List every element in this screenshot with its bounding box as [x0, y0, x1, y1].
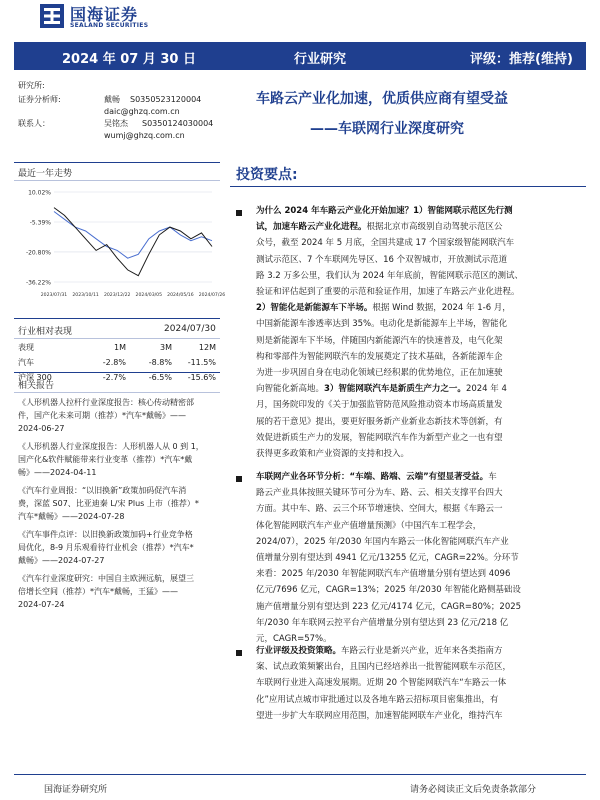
paragraph-text: 2）智能化是新能源车下半场。: [256, 303, 373, 314]
paragraph-line: 值增量分别有望达到 4941 亿元/13255 亿元，CAGR=22%。分环节: [256, 553, 519, 564]
paragraph-text: 效促进新质生产力的发展，智能网联汽车作为新型产业之一也有望: [256, 432, 503, 443]
header-bar: [14, 42, 586, 70]
rating: 评级：推荐(维持): [470, 52, 573, 67]
paragraph-line: 路云产业具体按照关键环节可分为车、路、云、相关支撑平台四大: [256, 488, 503, 499]
trend-title: 最近一年走势: [18, 169, 73, 179]
paragraph-line: 行业评级及投资策略。车路云行业是新兴产业，近年来各类指南方: [256, 646, 503, 656]
paragraph-line: [256, 414, 576, 430]
paragraph-text: 向智能化新高地。: [256, 384, 325, 395]
footer-divider: [14, 774, 586, 775]
paragraph-text: 中国新能源车渗透率达到 35%。电动化是新能源车上半场，智能化: [256, 319, 508, 330]
table-header-cell: 12M: [198, 343, 216, 352]
paragraph-line: 案、试点政策频繁出台，且国内已经培养出一批智能网联车示范区，: [256, 662, 512, 673]
paragraph-line: [256, 430, 576, 446]
paragraph-line: 亿元/7696 亿元，CAGR=13%；2025 年/2030 年智能化路侧基础设: [256, 585, 521, 596]
table-cell: -8.8%: [148, 358, 172, 367]
paragraph-text: 3）智能网联汽车是新质生产力之一。: [324, 384, 466, 395]
table-row: [18, 355, 216, 370]
paragraph-line: 化”应用试点城市审批通过以及各地车路云招标项目密集推出，有: [256, 694, 499, 705]
paragraph-text: 则是新能源车下半场，伴随国内新能源汽车的快速普及，电气化架: [256, 335, 503, 346]
contact-email: wumj@ghzq.com.cn: [104, 131, 185, 140]
x-tick-label: 2023/10/11: [72, 293, 99, 298]
related-report-line: 《汽车行业周报：“以旧换新”政策加码促汽车消: [18, 486, 187, 495]
performance-date: 2024/07/30: [164, 324, 216, 334]
y-tick-label: -20.80%: [25, 249, 51, 257]
paragraph-text: 展的若干意见》提出，要更好服务新产业新业态新技术等创新，有: [256, 416, 503, 427]
paragraph-line: 2024/07），2025 年/2030 年国内车路云一体化智能网联汽车产业: [256, 536, 509, 547]
paragraph-line: 望进一步扩大车联网应用范围，加速智能网联车产业化，维持汽车: [256, 710, 503, 721]
y-tick-label: -5.39%: [29, 219, 51, 227]
key-point-2: [256, 469, 576, 647]
analyst-email: daic@ghzq.com.cn: [104, 107, 180, 116]
related-report-line: 局优化，8-9 月乐观看待行业机会（推荐）*汽车*: [18, 543, 194, 552]
table-cell: -2.8%: [102, 358, 126, 367]
key-point-1: [256, 203, 576, 462]
paragraph-line: 施产值增量分别有望达到 223 亿元/4174 亿元，CAGR=80%；2025: [256, 601, 522, 612]
related-report: [18, 528, 218, 567]
paragraph-line: 车联网行业进入高速发展期。近期 20 个智能网联汽车“车路云一体: [256, 678, 507, 689]
paragraph-text: 根据 Wind 数据，2024 年 1-6 月，: [372, 303, 511, 314]
table-cell: -11.5%: [187, 358, 216, 367]
paragraph-line: [256, 365, 576, 381]
related-report-line: 《人形机器人拉杆行业深度报告：核心传动精密部: [18, 398, 194, 407]
paragraph-text: 2024 年 4: [465, 384, 507, 395]
logo-text: 国海证券: [70, 5, 139, 24]
paragraph-line: [256, 268, 576, 284]
paragraph-line: [256, 219, 576, 235]
table-cell: 汽车: [18, 358, 34, 367]
report-date: 2024 年 07 月 30 日: [62, 52, 196, 67]
paragraph-line: [256, 381, 576, 397]
related-report-line: 《人形机器人行业深度报告：人形机器人从 0 到 1，: [18, 442, 204, 451]
logo-icon: [40, 4, 64, 28]
paragraph-text: 根据北京市高级别自动驾驶示范区公: [366, 222, 503, 233]
table-header-cell: 表现: [18, 343, 34, 352]
paragraph-line: [256, 397, 576, 413]
table-cell: -2.7%: [102, 373, 126, 382]
analyst-name: 戴畅: [104, 95, 120, 104]
paragraph-line: [256, 316, 576, 332]
series-line-hs300: [54, 212, 212, 259]
related-report-line: 国产化&软件赋能带来行业变革（推荐）*汽车*戴: [18, 455, 193, 464]
x-tick-label: 2023/12/22: [103, 293, 131, 298]
related-report: [18, 484, 218, 523]
paragraph-line: 方面。其中车、路、云三个环节增速快、空间大，根据《车路云一: [256, 504, 503, 515]
report-type: 行业研究: [294, 52, 347, 67]
table-cell: -15.6%: [187, 373, 216, 382]
trend-chart: [14, 186, 226, 306]
paragraph-line: [256, 446, 576, 462]
performance-title: 行业相对表现: [18, 327, 73, 337]
paragraph-line: [256, 300, 576, 316]
x-tick-label: 2024/05/16: [167, 293, 194, 298]
related-report: [18, 572, 218, 611]
paragraph-text: 为什么 2024 年车路云产业化开始加速？1）智能网联示范区先行测: [256, 206, 513, 216]
analyst-label: 证券分析师:: [18, 95, 61, 104]
key-point-3: [256, 643, 576, 724]
x-tick-label: 2024/07/26: [198, 293, 226, 298]
related-list: [18, 396, 218, 616]
paragraph-text: 为进一步巩固自身在电动化领域已经积累的优势地位，正在加速驶: [256, 368, 503, 379]
report-subtitle: ——车联网行业深度研究: [310, 121, 464, 137]
report-title: 车路云产业化加速，优质供应商有望受益: [256, 91, 508, 107]
related-report-line: 2024-07-24: [18, 600, 65, 609]
paragraph-text: 测试示范区、7 个车联网先导区、16 个双智城市，开放测试示范道: [256, 254, 508, 265]
paragraph-line: [256, 333, 576, 349]
related-title: 相关报告: [18, 381, 55, 391]
contact-name: 吴铭杰: [104, 119, 128, 128]
divider: [14, 372, 220, 373]
divider: [14, 180, 220, 181]
paragraph-text: 月，国务院印发的《关于加强监管防范风险推动资本市场高质量发: [256, 400, 503, 411]
table-cell: -6.5%: [148, 373, 172, 382]
paragraph-line: 体化智能网联汽车产业产值增量预测》（中国汽车工程学会，: [256, 520, 482, 531]
y-tick-label: -36.22%: [25, 279, 51, 287]
paragraph-line: [256, 349, 576, 365]
footer-right: 请务必阅读正文后免责条款部分: [410, 785, 537, 795]
paragraph-line: 元，CAGR=57%。: [256, 634, 332, 645]
table-cell: 沪深 300: [18, 373, 52, 382]
divider: [14, 392, 220, 393]
paragraph-line: 车联网产业各环节分析：“车端、路端、云端”有望显著受益。车: [256, 472, 497, 482]
related-report: [18, 396, 218, 435]
paragraph-text: 验证和评估起到了重要的示范和验证作用，加速了车路云产业化进程。: [256, 287, 520, 298]
divider: [14, 338, 220, 339]
divider: [14, 318, 220, 319]
footer-left: 国海证券研究所: [44, 785, 108, 795]
analyst-cert: S0350523120004: [130, 95, 202, 104]
paragraph-text: 试，加速车路云产业化进程。: [256, 222, 367, 233]
paragraph-text: 众号，截至 2024 年 5 月底，全国共建成 17 个国家级智能网联汽车: [256, 238, 515, 249]
related-report-line: 倍增长空间（推荐）*汽车*戴畅，王猛》——: [18, 587, 178, 596]
bullet-icon: [236, 476, 242, 482]
related-report-line: 件，国产化未来可期（推荐）*汽车*戴畅》——: [18, 411, 186, 420]
related-report-line: 汽车*戴畅》——2024-07-28: [18, 512, 125, 521]
x-tick-label: 2023/07/31: [40, 293, 68, 298]
paragraph-text: 路 3.2 万多公里，我们认为 2024 年年底前，智能网联示范区的测试、: [256, 270, 523, 281]
paragraph-line: [256, 284, 576, 300]
table-header-cell: 3M: [160, 343, 172, 352]
table-header-cell: 1M: [114, 343, 126, 352]
x-tick-label: 2024/03/05: [135, 293, 163, 298]
series-line-auto: [54, 208, 212, 276]
table-header-row: [18, 340, 216, 355]
bullet-icon: [236, 650, 242, 656]
researcher-label: 研究所:: [18, 81, 45, 90]
related-report-line: 《汽车事件点评：以旧换新政策加码+行业竞争格: [18, 530, 193, 539]
related-report-line: 戴畅》——2024-07-27: [18, 556, 105, 565]
y-tick-label: 10.02%: [28, 189, 51, 197]
paragraph-line: [256, 252, 576, 268]
related-report-line: 费，深蓝 S07、比亚迪秦 L/宋 Plus 上市（推荐）*: [18, 499, 199, 508]
related-report-line: 2024-06-27: [18, 424, 65, 433]
contact-cert: S0350124030004: [142, 119, 214, 128]
paragraph-line: [256, 235, 576, 251]
paragraph-line: 年/2030 年车联网云控平台产值增量分别有望达到 23 亿元/218 亿: [256, 617, 509, 628]
related-report-line: 畅》——2024-04-11: [18, 468, 97, 477]
key-points-title: 投资要点:: [236, 167, 298, 183]
divider: [230, 186, 586, 187]
related-report-line: 《汽车行业深度研究：中国自主欧洲远航，展望三: [18, 574, 194, 583]
divider: [14, 162, 220, 163]
paragraph-text: 获得更多政策和产业资源的支持和投入。: [256, 449, 410, 460]
bullet-icon: [236, 210, 242, 216]
contact-label: 联系人：: [18, 119, 50, 128]
paragraph-line: [256, 203, 576, 219]
related-report: [18, 440, 218, 479]
logo-subtext: SEALAND SECURITIES: [70, 22, 149, 29]
paragraph-line: 来看：2025 年/2030 年智能网联汽车产值增量分别有望达到 4096: [256, 569, 511, 580]
paragraph-text: 构和零部件为智能网联汽车的发展奠定了技术基础，各新能源车企: [256, 351, 503, 362]
